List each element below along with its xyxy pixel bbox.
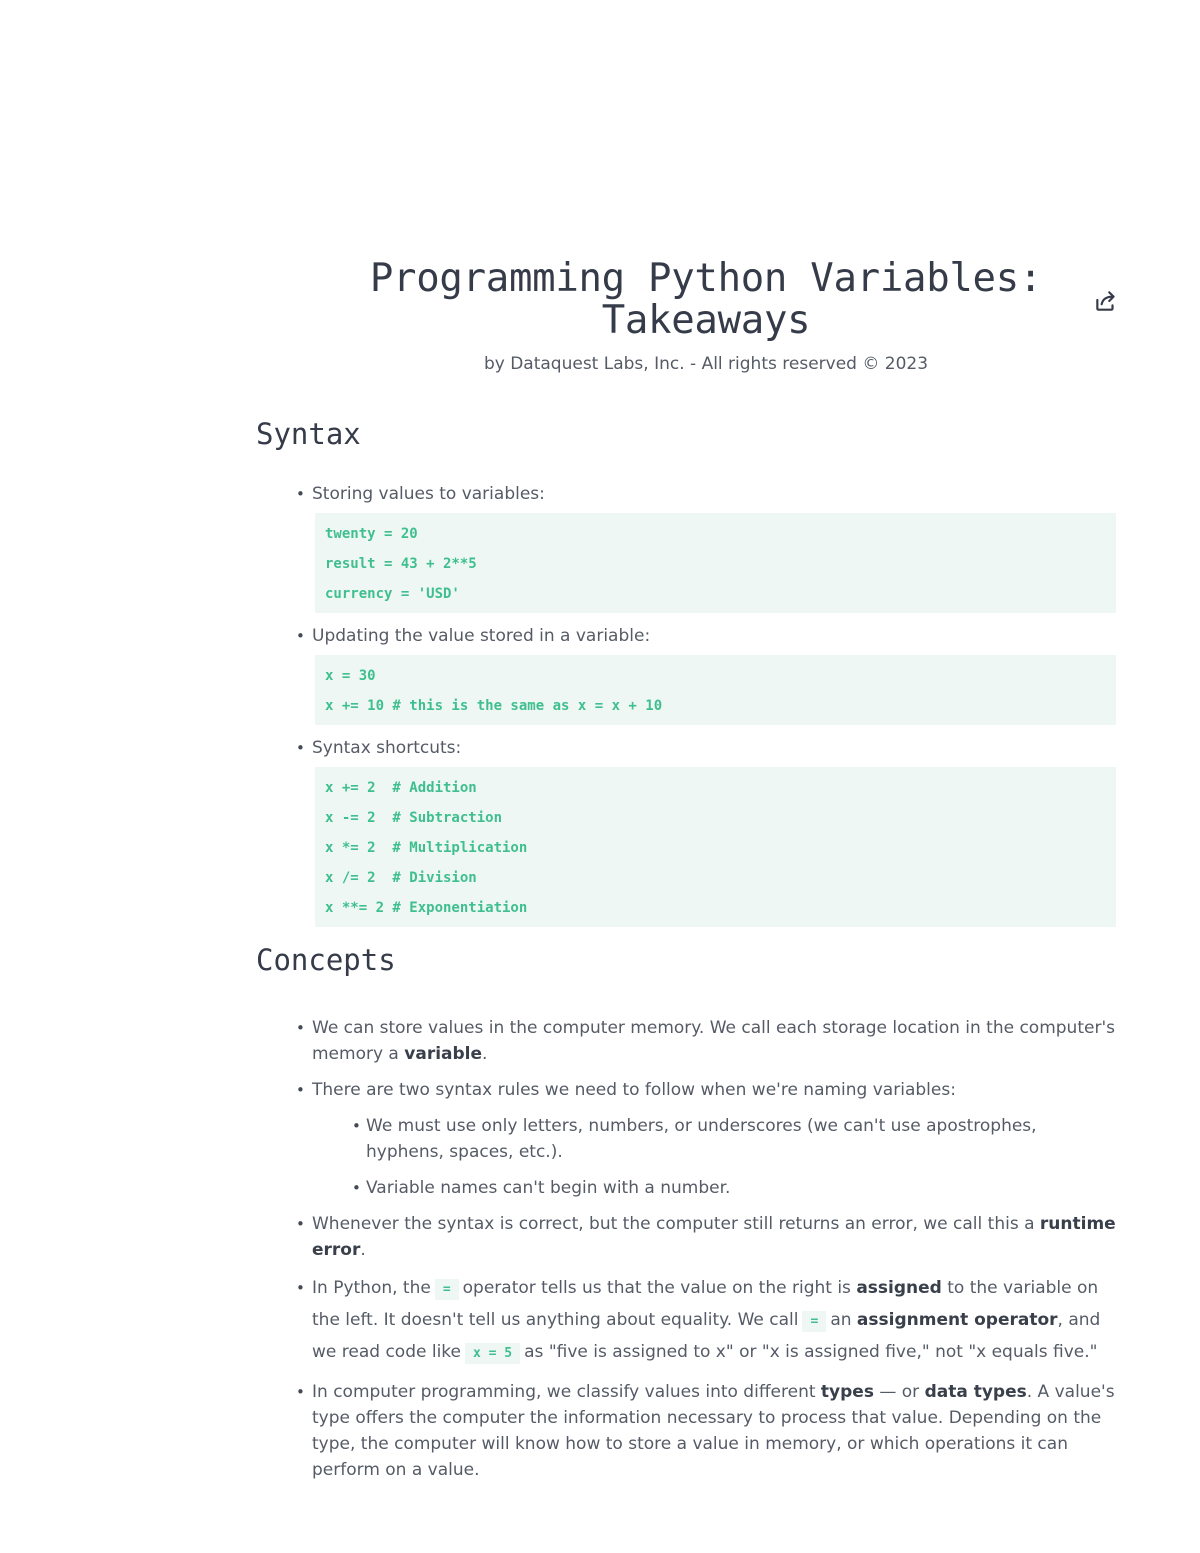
syntax-item-label: • Storing values to variables: [312,484,545,504]
section-heading-concepts: Concepts [256,943,396,977]
syntax-item-label: • Syntax shortcuts: [312,738,462,758]
sub-list-item: • We must use only letters, numbers, or underscores (we can't use apostrophes, hyphens, spaces, etc.). [312,1113,1116,1165]
concept-text: Whenever the syntax is correct, but the computer still returns an error, we call this a [312,1214,1040,1234]
concept-text: In Python, the [312,1278,431,1298]
list-item [256,735,1116,927]
concept-term: variable [404,1044,483,1064]
concept-term: data types [924,1382,1027,1402]
list-item [256,1379,1116,1483]
list-item [256,1273,1116,1369]
concept-term: runtime error [312,1214,1116,1260]
page-title: Programming Python Variables: Takeaways [369,256,1043,343]
concept-text: to the variable on the left. It doesn't tell us anything about equality. We call [312,1278,1099,1330]
list-item [256,1015,1116,1067]
concepts-list [256,1015,1116,1483]
list-item [256,481,1116,613]
concept-text: . [482,1044,488,1064]
concept-text: as "five is assigned to x" or "x is assigned five," not "x equals five." [524,1342,1098,1362]
page-subtitle: by Dataquest Labs, Inc. - All rights reserved © 2023 [483,354,929,374]
inline-code: = [435,1279,459,1300]
concept-text: operator tells us that the value on the right is [462,1278,857,1298]
concept-text: — or [873,1382,925,1402]
syntax-list [256,481,1116,927]
concept-term: assignment operator [856,1310,1058,1330]
takeaways-page [256,256,1116,1480]
concept-text: , and we read code like [312,1310,1101,1362]
header [256,258,1116,374]
list-item [256,1077,1116,1201]
concept-text: In computer programming, we classify values into different [312,1382,821,1402]
concept-term: types [820,1382,874,1402]
concept-text: an [830,1310,857,1330]
section-heading-syntax: Syntax [256,417,361,451]
code-block: twenty = 20 result = 43 + 2**5 currency = 'USD' [315,513,1116,613]
concept-term: assigned [856,1278,942,1298]
list-item [256,623,1116,725]
code-block: x = 30 x += 10 # this is the same as x = x + 10 [315,655,1116,725]
sub-list [312,1113,1116,1201]
concept-text: There are two syntax rules we need to follow when we're naming variables: [312,1080,956,1100]
code-block: x += 2 # Addition x -= 2 # Subtraction x *= 2 # Multiplication x /= 2 # Division x **= 2 # Exponentiation [315,767,1116,927]
concept-text: . A value's type offers the computer the information necessary to process that value. Depending on the type, the computer will know how to store a value in memory, or which operations it can perform on a value. [312,1382,1115,1480]
syntax-item-label: • Updating the value stored in a variable: [312,626,651,646]
inline-code: x = 5 [465,1343,520,1364]
concept-text: . [360,1240,366,1260]
list-item [256,1211,1116,1263]
concept-text: We can store values in the computer memory. We call each storage location in the computer's memory a [312,1018,1115,1064]
sub-list-item: • Variable names can't begin with a number. [312,1175,1116,1201]
inline-code: = [802,1311,826,1332]
share-icon[interactable] [1093,288,1119,314]
